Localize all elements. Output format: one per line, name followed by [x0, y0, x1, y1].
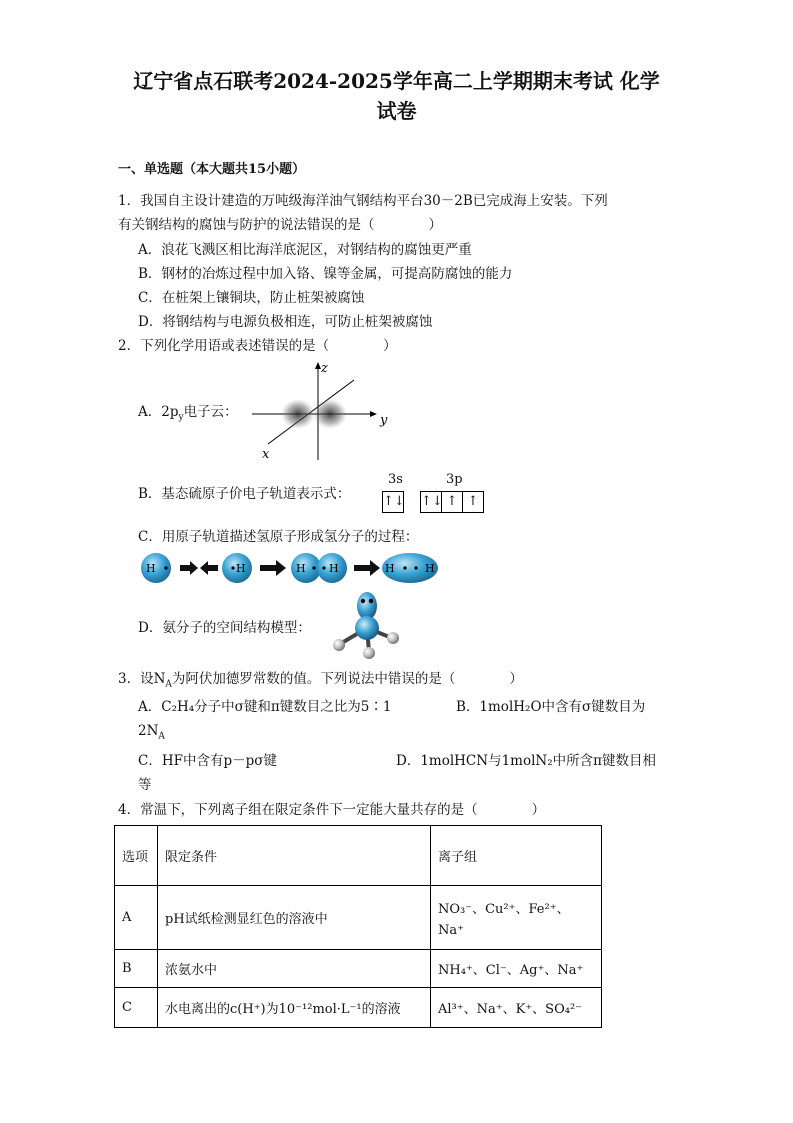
axis-label-x: x — [262, 447, 270, 462]
q3-option-c: C．HF中含有p－pσ键 — [138, 753, 277, 769]
table-header-row — [115, 826, 602, 886]
orbital-box-3s: ↑↓ — [382, 491, 404, 513]
q3-stem: 3．设$N_A$为阿伏加德罗常数的值。下列说法中错误的是（ ） — [118, 671, 523, 690]
row-a-option: A — [115, 886, 158, 950]
orbital-3s-label: 3s — [388, 472, 403, 487]
q2-option-d: D．氨分子的空间结构模型： — [138, 620, 311, 636]
ammonia-model — [328, 590, 408, 662]
q1-option-b: B．钢材的冶炼过程中加入铬、镍等金属，可提高防腐蚀的能力 — [138, 266, 513, 282]
svg-text:H: H — [425, 562, 435, 575]
svg-text:H: H — [385, 562, 395, 575]
orbital-lobe-right — [313, 399, 347, 429]
axis-label-z: z — [321, 361, 328, 376]
q4-table — [114, 825, 602, 1028]
title-line-2: 试卷 — [376, 99, 417, 123]
row-b-ions: NH₄⁺、Cl⁻、Ag⁺、Na⁺ — [431, 950, 602, 988]
arrow-right-3 — [354, 560, 380, 576]
orbital-lobe-left — [281, 399, 315, 429]
q3-option-d: D．1molHCN与1molN₂中所含π键数目相 — [396, 753, 657, 769]
orbital-3p-boxes — [420, 491, 483, 513]
q1-option-a: A．浪花飞溅区相比海洋底泥区，对钢结构的腐蚀更严重 — [138, 242, 472, 258]
q2-stem: 2．下列化学用语或表述错误的是（ ） — [118, 338, 397, 354]
table-row — [115, 988, 602, 1028]
q3-option-d-cont: 等 — [138, 777, 152, 793]
q2-option-a — [138, 402, 238, 422]
q2-a-text: 电子云： — [183, 404, 238, 420]
q1-stem-line2: 有关钢结构的腐蚀与防护的说法错误的是（ ） — [118, 217, 442, 233]
h-atom-a — [333, 639, 345, 651]
row-c-ions: Al³⁺、Na⁺、K⁺、SO₄²⁻ — [431, 988, 602, 1028]
header-option: 选项 — [115, 826, 158, 886]
svg-text:H: H — [146, 562, 156, 575]
n-atom — [355, 616, 379, 640]
h-atom-b — [387, 632, 399, 644]
header-condition: 限定条件 — [158, 826, 431, 886]
lone-pair-lobe — [357, 592, 377, 620]
q4-stem: 4．常温下，下列离子组在限定条件下一定能大量共存的是（ ） — [118, 802, 546, 818]
header-ions: 离子组 — [431, 826, 602, 886]
q2-option-c: C．用原子轨道描述氢原子形成氢分子的过程： — [138, 529, 419, 545]
h-atom-c — [363, 647, 375, 659]
orbital-box-3p-3: ↑ — [462, 491, 484, 513]
orbital-3s-box — [382, 491, 403, 513]
arrow-right-2 — [260, 560, 286, 576]
q2-a-sub: y — [178, 412, 184, 423]
row-a-condition: pH试纸检测显红色的溶液中 — [158, 886, 431, 950]
table-row — [115, 950, 602, 988]
svg-text:H: H — [329, 562, 339, 575]
title-line-1: 辽宁省点石联考2024-2025学年高二上学期期末考试 化学 — [133, 69, 660, 93]
table-row — [115, 886, 602, 950]
q1-option-d: D．将钢结构与电源负极相连，可防止桩架被腐蚀 — [138, 314, 433, 330]
q2-a-label: A． — [138, 404, 162, 420]
orbital-3p-label: 3p — [446, 472, 463, 487]
row-a-ions: NO₃⁻、Cu²⁺、Fe²⁺、 Na⁺ — [431, 886, 602, 950]
h2-formation-diagram — [140, 551, 440, 585]
orbital-box-3p-1: ↑↓ — [420, 491, 442, 513]
page-title — [60, 66, 733, 126]
q3-option-b: B．1molH₂O中含有σ键数目为 — [456, 699, 646, 715]
axis-label-y: y — [380, 413, 388, 428]
electron-cloud-diagram — [250, 358, 400, 462]
arrow-left — [200, 561, 218, 575]
q2-option-b: B．基态硫原子价电子轨道表示式： — [138, 486, 351, 502]
q1-option-c: C．在桩架上镶铜块，防止桩架被腐蚀 — [138, 290, 365, 306]
row-c-condition: 水电离出的c(H⁺)为10⁻¹²mol·L⁻¹的溶液 — [158, 988, 431, 1028]
row-b-option: B — [115, 950, 158, 988]
row-c-option: C — [115, 988, 158, 1028]
q3-option-a: A．C₂H₄分子中σ键和π键数目之比为5∶1 — [138, 699, 392, 715]
section-heading: 一、单选题（本大题共15小题） — [118, 162, 306, 177]
svg-text:H: H — [236, 562, 246, 575]
orbital-box-3p-2: ↑ — [441, 491, 463, 513]
row-b-condition: 浓氨水中 — [158, 950, 431, 988]
svg-text:H: H — [296, 562, 306, 575]
arrow-right-1 — [180, 561, 198, 575]
q1-stem-line1: 1．我国自主设计建造的万吨级海洋油气钢结构平台30－2B已完成海上安装。下列 — [118, 193, 608, 209]
q2-a-formula: 2p — [161, 404, 179, 420]
q3-option-b-cont: $2N_A$ — [138, 723, 165, 742]
